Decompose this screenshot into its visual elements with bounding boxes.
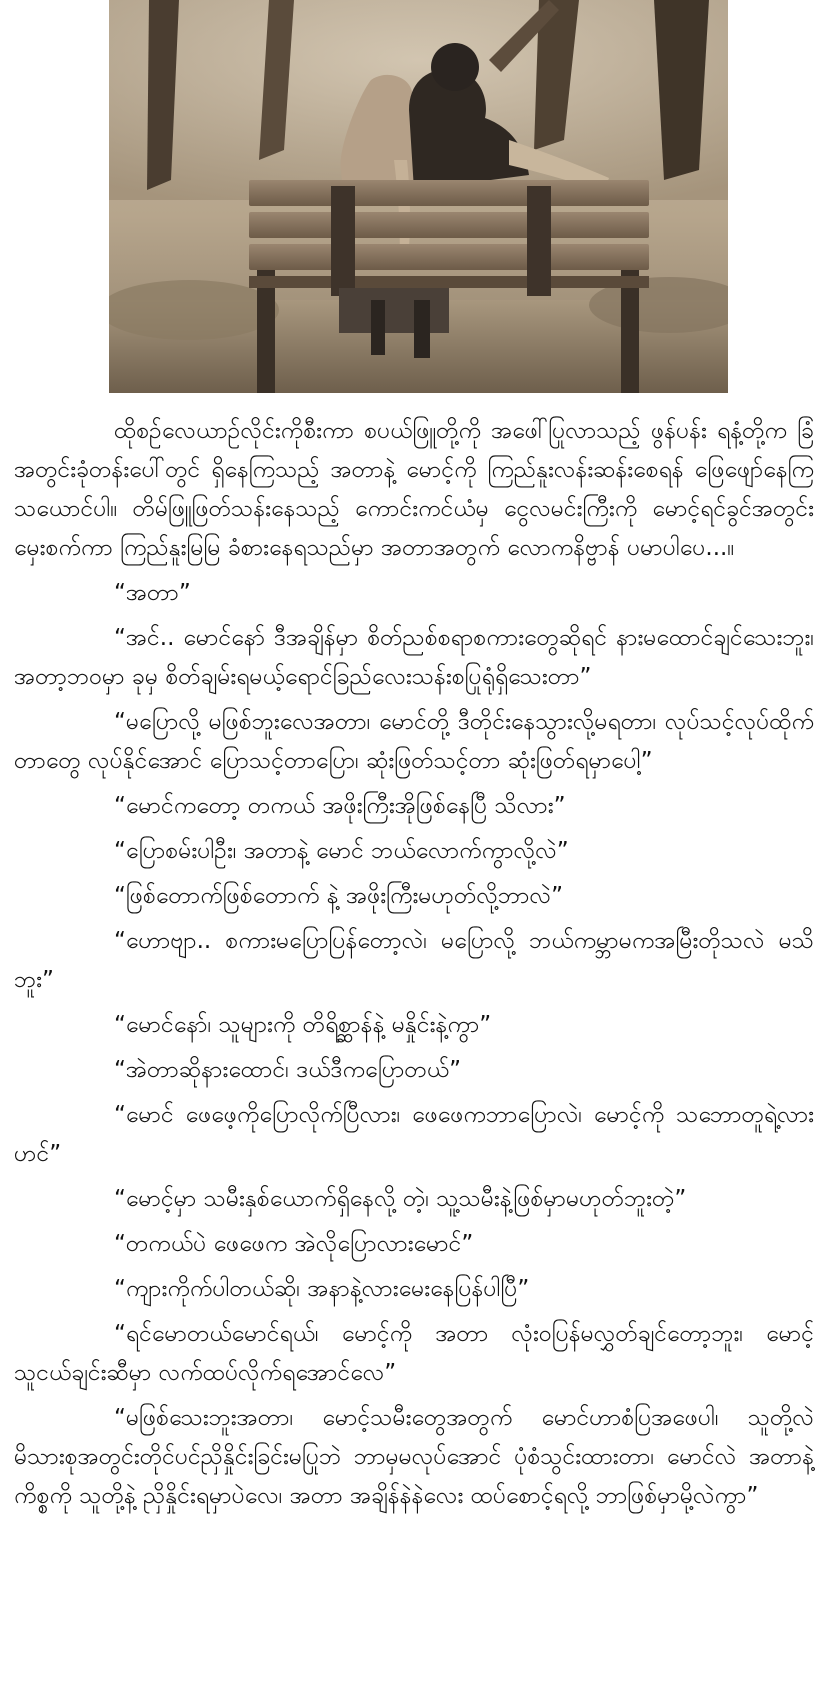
dialogue-line: “ဟောဗျာ.. စကားမပြောပြန်တော့လဲ၊ မပြောလို့ ဘယ်ကမ္ဘာမကအမြီးတိုသလဲ မသိဘူး” <box>14 928 814 993</box>
photo-illustration <box>109 0 728 393</box>
couple-on-bench-photo <box>109 0 728 393</box>
dialogue-line: “မောင် ဖေဖေ့ကိုပြောလိုက်ပြီလား၊ ဖေဖေကဘာပြောလဲ၊ မောင့်ကို သဘောတူရဲ့လားဟင်” <box>14 1102 814 1167</box>
dialogue-line: “မောင်နော်၊ သူများကို တိရိစ္ဆာန်နဲ့ မနှိုင်းနဲ့ကွာ” <box>114 1012 492 1038</box>
dialogue-line: “ပြောစမ်းပါဦး၊ အတာနဲ့ မောင် ဘယ်လောက်ကွာလို့လဲ” <box>114 838 569 864</box>
dialogue-line: “အင်.. မောင်နော် ဒီအချိန်မှာ စိတ်ညစ်စရာစကားတွေဆိုရင် နားမထောင်ချင်သေးဘူး၊ အတာ့ဘဝမှာ ခုမှ စိတ်ချမ်းရမယ့်ရောင်ခြည်လေးသန်းစပြုရုံရှိသေးတာ” <box>14 625 814 690</box>
dialogue-line: “အဲတာဆိုနားထောင်၊ ဒယ်ဒီကပြောတယ်” <box>114 1057 462 1083</box>
story-text <box>14 412 814 1522</box>
dialogue-line: “တကယ်ပဲ ဖေဖေက အဲလိုပြောလားမောင်” <box>114 1231 474 1257</box>
dialogue-line: “မောင်ကတော့ တကယ် အဖိုးကြီးအိုဖြစ်နေပြီ သိလား” <box>114 793 566 819</box>
dialogue-line: “ရင်မောတယ်မောင်ရယ်၊ မောင့်ကို အတာ လုံးဝပြန်မလွှတ်ချင်တော့ဘူး၊ မောင့်သူငယ်ချင်းဆီမှာ လက်ထပ်လိုက်ရအောင်လေ” <box>14 1321 814 1386</box>
dialogue-line: “ဖြစ်တောက်ဖြစ်တောက် နဲ့ အဖိုးကြီးမဟုတ်လို့ဘာလဲ” <box>114 883 563 909</box>
paragraph: ထိုစဥ်လေယာဉ်လိုင်းကိုစီးကာ စပယ်ဖြူတို့ကို အဖေါ်ပြုလာသည့် ဖွန်ပန်း ရနံ့တို့က ခြံအတွင်းခုံတန်းပေါ်တွင် ရှိနေကြသည့် အတာနဲ့ မောင့်ကို ကြည်နူးလန်းဆန်းစေရန် ဖြေဖျော်နေကြသယောင်ပါ။ တိမ်ဖြူဖြတ်သန်းနေသည့် ကောင်းကင်ယံမှ ငွေလမင်းကြီးကို မောင့်ရင်ခွင်အတွင်းမှေးစက်ကာ ကြည်နူးမြမြ ခံစားနေရသည်မှာ အတာအတွက် လောကနိဗ္ဗာန် ပမာပါပေ...။ <box>14 418 814 561</box>
dialogue-line: “ကျားကိုက်ပါတယ်ဆို၊ အနာနဲ့လားမေးနေပြန်ပါပြီ” <box>114 1276 530 1302</box>
dialogue-line: “မောင့်မှာ သမီးနှစ်ယောက်ရှိနေလို့ တဲ့၊ သူ့သမီးနဲ့ဖြစ်မှာမဟုတ်ဘူးတဲ့” <box>114 1186 687 1212</box>
dialogue-line: “မဖြစ်သေးဘူးအတာ၊ မောင့်သမီးတွေအတွက် မောင်ဟာစံပြအဖေပါ၊ သူတို့လဲ မိသားစုအတွင်းတိုင်ပင်ညှိနှိုင်းခြင်းမပြုဘဲ ဘာမှမလုပ်အောင် ပုံစံသွင်းထားတာ၊ မောင်လဲ အတာနဲ့ကိစ္စကို သူတို့နဲ့ ညှိနှိုင်းရမှာပဲလေ၊ အတာ အချိန်နဲနဲလေး ထပ်စောင့်ရလို့ ဘာဖြစ်မှာမို့လဲကွာ” <box>14 1405 814 1509</box>
dialogue-line: “အတာ” <box>114 580 191 606</box>
dialogue-line: “မပြောလို့ မဖြစ်ဘူးလေအတာ၊ မောင်တို့ ဒီတိုင်းနေသွားလို့မရတာ၊ လုပ်သင့်လုပ်ထိုက်တာတွေ လုပ်နိုင်အောင် ပြောသင့်တာပြော၊ ဆုံးဖြတ်သင့်တာ ဆုံးဖြတ်ရမှာပေါ့” <box>14 709 814 774</box>
